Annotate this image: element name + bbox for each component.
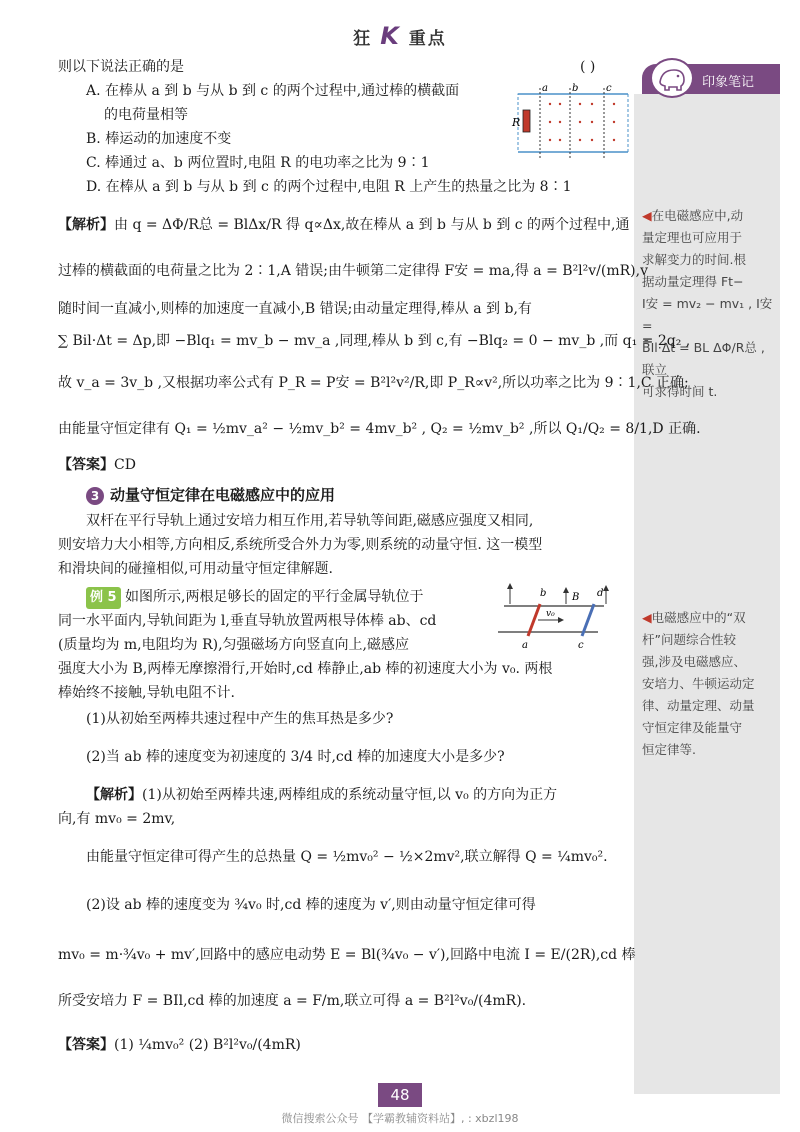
solution5-line1: 【解析】(1)从初始至两棒共速,两棒组成的系统动量守恒,以 v₀ 的方向为正方 bbox=[86, 787, 558, 803]
rod-cd bbox=[582, 604, 594, 636]
solution5-line4: (2)设 ab 棒的速度变为 ¾v₀ 时,cd 棒的速度为 v′,则由动量守恒定律可得 bbox=[86, 897, 536, 913]
solution4-line6: 由能量守恒定律有 Q₁ = ½mv_a² − ½mv_b² = 4mv_b² , Q₂ = ½mv_b² ,所以 Q₁/Q₂ = 8/1,D 正确. bbox=[58, 421, 701, 437]
solution5-line3: 由能量守恒定律可得产生的总热量 Q = ½mv₀² − ½×2mv²,联立解得 Q = ¼mv₀². bbox=[86, 849, 608, 865]
page-number: 48 bbox=[378, 1083, 422, 1107]
option-b: B. 棒运动的加速度不变 bbox=[86, 131, 232, 147]
page-header bbox=[0, 22, 800, 50]
option-d: D. 在棒从 a 到 b 与从 b 到 c 的两个过程中,电阻 R 上产生的热量之比为 8∶1 bbox=[86, 179, 572, 195]
solution5-line6: 所受安培力 F = BIl,cd 棒的加速度 a = F/m,联立可得 a = B²l²v₀/(4mR). bbox=[58, 993, 527, 1009]
example5-line2: 同一水平面内,导轨间距为 l,垂直导轨放置两根导体棒 ab、cd bbox=[58, 613, 437, 629]
section3-p1: 双杆在平行导轨上通过安培力相互作用,若导轨等间距,磁感应强度又相同, bbox=[86, 513, 534, 529]
label-a: a bbox=[542, 83, 548, 94]
option-a-cont: 的电荷量相等 bbox=[104, 107, 188, 123]
header-title-left: 狂 bbox=[353, 29, 373, 49]
example5-line3: (质量均为 m,电阻均为 R),匀强磁场方向竖直向上,磁感应 bbox=[58, 637, 409, 653]
double-rod-diagram bbox=[494, 582, 624, 652]
section3-p3: 和滑块间的碰撞相似,可用动量守恒定律解题. bbox=[58, 561, 333, 577]
solution4-line2: 过棒的横截面的电荷量之比为 2∶1,A 错误;由牛顿第二定律得 F安 = ma,得 a = B²l²v/(mR),v bbox=[58, 263, 649, 279]
label-c: c bbox=[606, 83, 612, 94]
rail-diagram-1 bbox=[504, 82, 632, 162]
label-d: d bbox=[597, 588, 604, 599]
answer4: 【答案】CD bbox=[58, 457, 136, 473]
solution4-line1: 【解析】由 q = ΔΦ/R总 = BlΔx/R 得 q∝Δx,故在棒从 a 到 b 与从 b 到 c 的两个过程中,通 bbox=[58, 217, 630, 233]
label-r: R bbox=[512, 116, 521, 129]
label-v0: v₀ bbox=[546, 609, 555, 619]
header-logo-k: K bbox=[380, 22, 401, 50]
notes-tab-label: 印象笔记 bbox=[702, 75, 755, 90]
section-3-heading bbox=[86, 484, 335, 505]
solution5-line5: mv₀ = m·¾v₀ + mv′,回路中的感应电动势 E = Bl(¾v₀ − v′),回路中电流 I = E/(2R),cd 棒 bbox=[58, 947, 636, 963]
option-c: C. 棒通过 a、b 两位置时,电阻 R 的电功率之比为 9∶1 bbox=[86, 155, 430, 171]
section-title: 动量守恒定律在电磁感应中的应用 bbox=[110, 486, 336, 504]
section-number-badge: 3 bbox=[86, 487, 104, 505]
example-badge: 例 5 bbox=[86, 587, 121, 609]
question-stem: 则以下说法正确的是 bbox=[58, 59, 184, 75]
example5-q1: (1)从初始至两棒共速过程中产生的焦耳热是多少? bbox=[86, 711, 394, 727]
solution4-line4: ∑ Bil·Δt = Δp,即 −Blq₁ = mv_b − mv_a ,同理,棒从 b 到 c,有 −Blq₂ = 0 − mv_b ,而 q₁ = 2q₂ , bbox=[58, 333, 691, 349]
label-c: c bbox=[578, 640, 584, 651]
example5-q2: (2)当 ab 棒的速度变为初速度的 3/4 时,cd 棒的加速度大小是多少? bbox=[86, 749, 505, 765]
solution4-line5: 故 v_a = 3v_b ,又根据功率公式有 P_R = P安 = B²l²v²/R,即 P_R∝v²,所以功率之比为 9∶1,C 正确; bbox=[58, 375, 689, 391]
section3-p2: 则安培力大小相等,方向相反,系统所受合外力为零,则系统的动量守恒. 这一模型 bbox=[58, 537, 543, 553]
example5-line1: 例 5 如图所示,两根足够长的固定的平行金属导轨位于 bbox=[86, 586, 423, 609]
example5-line4: 强度大小为 B,两棒无摩擦滑行,开始时,cd 棒静止,ab 棒的初速度大小为 v₀. 两根 bbox=[58, 661, 553, 677]
example5-line5: 棒始终不接触,导轨电阻不计. bbox=[58, 685, 235, 701]
field-dots bbox=[549, 103, 615, 141]
solution4-line3: 随时间一直减小,则棒的加速度一直减小,B 错误;由动量定理得,棒从 a 到 b,有 bbox=[58, 301, 532, 317]
option-a: A. 在棒从 a 到 b 与从 b 到 c 的两个过程中,通过棒的横截面 bbox=[86, 83, 460, 99]
elephant-icon bbox=[650, 58, 694, 98]
solution5-line2: 向,有 mv₀ = 2mv, bbox=[58, 811, 176, 827]
label-b: b bbox=[540, 588, 547, 599]
label-a: a bbox=[522, 640, 528, 651]
label-b: b bbox=[572, 83, 579, 94]
header-title-right: 重点 bbox=[408, 29, 447, 49]
notes-tab bbox=[642, 64, 780, 94]
side-note-1: ◀在电磁感应中,动 量定理也可应用于 求解变力的时间.根 据动量定理得 Ft− I安 = mv₂ − mv₁ , I安 = B̄Il·Δt = BL ΔΦ/R总 ,联立 可求得时间 t. bbox=[642, 208, 773, 399]
side-note-2: ◀电磁感应中的“双 杆”问题综合性较 强,涉及电磁感应、 安培力、牛顿运动定 律、动量定理、动量 守恒定律及能量守 恒定律等. bbox=[642, 610, 755, 757]
label-B: B bbox=[572, 592, 580, 603]
answer-bracket: ( ) bbox=[580, 59, 596, 75]
resistor-r bbox=[523, 110, 530, 132]
footer-text: 微信搜索公众号 【学霸教辅资料站】, : xbzl198 bbox=[281, 1112, 519, 1125]
answer5: 【答案】(1) ¼mv₀² (2) B²l²v₀/(4mR) bbox=[58, 1037, 301, 1053]
